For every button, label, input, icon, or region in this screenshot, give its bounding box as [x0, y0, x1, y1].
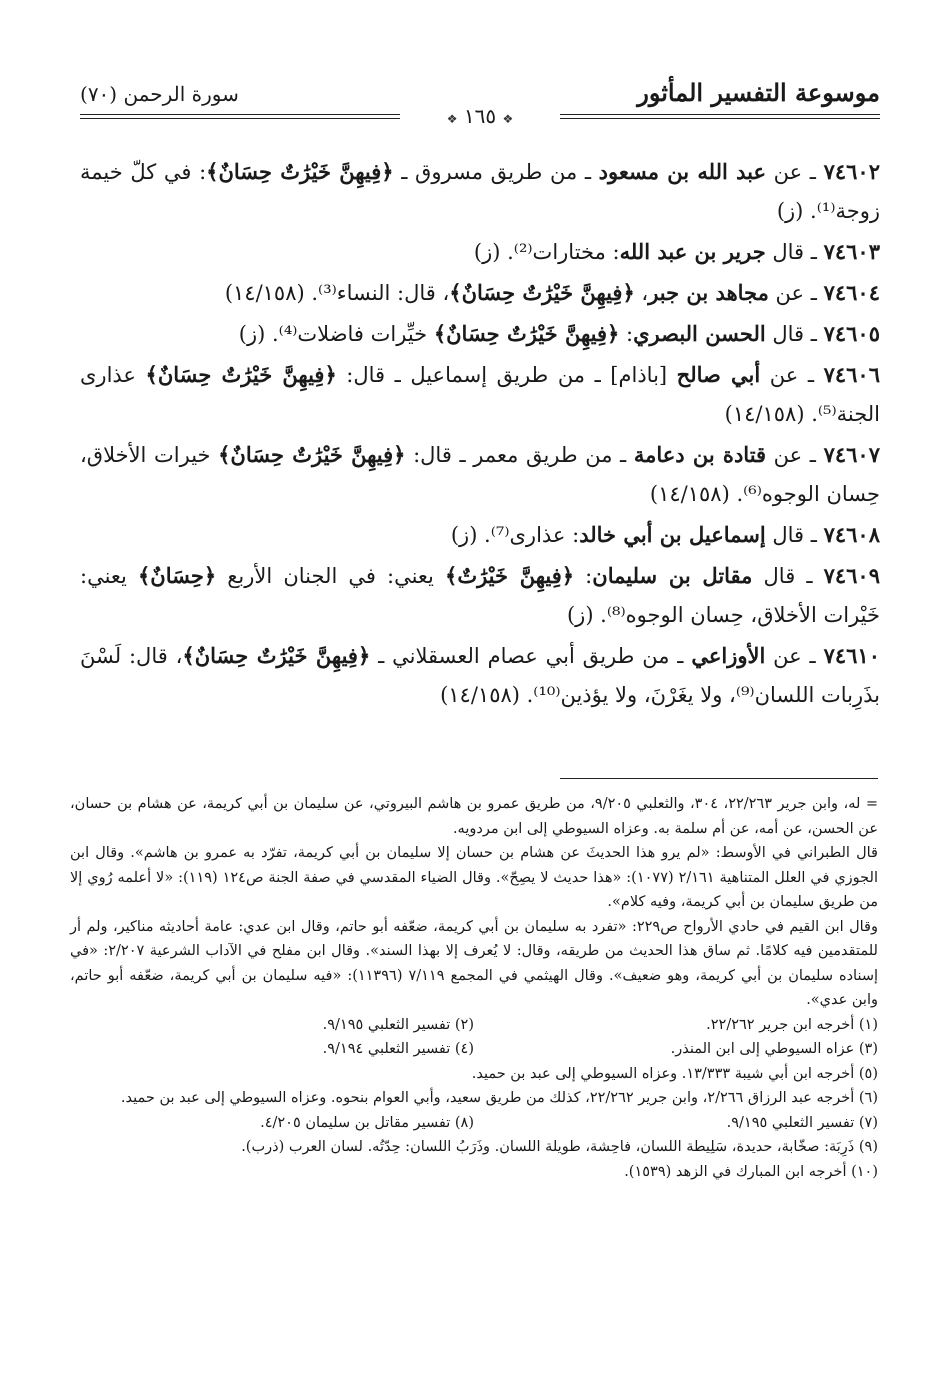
- footnote-separator: [560, 778, 878, 779]
- footnote: (٢) تفسير الثعلبي ٩/١٩٥.: [322, 1016, 474, 1033]
- main-text: [80, 152, 880, 716]
- ornament-icon: ❖: [446, 112, 458, 126]
- footnote: (٤) تفسير الثعلبي ٩/١٩٤.: [322, 1041, 474, 1057]
- footnote: (١) أخرجه ابن جرير ٢٢/٢٦٢.: [706, 1016, 878, 1033]
- narration-entry: ٧٤٦٠٩ ـ قال مقاتل بن سليمان: ﴿فِيهِنَّ خَيْرَٰتٌ﴾ يعني: في الجنان الأربع ﴿حِسَانٌ﴾ يعني: خَيْرات الأخلاق، حِسان الوجوه⁽⁸⁾. (ز): [80, 563, 880, 627]
- footnote: (٥) أخرجه ابن أبي شيبة ١٣/٣٣٣. وعزاه السيوطي إلى عبد بن حميد.: [471, 1065, 878, 1082]
- page-number-block: [400, 104, 560, 128]
- narration-entry: ٧٤٦٠٥ ـ قال الحسن البصري: ﴿فِيهِنَّ خَيْرَٰتٌ حِسَانٌ﴾ خيِّرات فاضلات⁽⁴⁾. (ز): [238, 321, 880, 346]
- footnote-continuation: وقال ابن القيم في حادي الأرواح ص٢٢٩: «تفرد به سليمان بن أبي كريمة، ضعّفه أبو حاتم، وقال ابن عدي: عامة أحاديثه مناكير، ولم أر للمتقدمين فيه كلامًا. ثم ساق هذا الحديث من طريقه، وقال: لا يُعرف إلا بهذا السند». وقال ابن مفلح في الآداب الشرعية ٢/٢٠٧: «في إسناده سليمان بن أبي كريمة، وهو ضعيف». وقال الهيثمي في المجمع ٧/١١٩ (١١٣٩٦): «فيه سليمان بن أبي كريمة، ضعّفه أبو حاتم، وابن عدي».: [70, 918, 878, 1008]
- footnote-row: [70, 1013, 878, 1038]
- footnote: (٧) تفسير الثعلبي ٩/١٩٥.: [726, 1114, 878, 1131]
- page-number: ١٦٥: [463, 104, 497, 128]
- footnote: (٦) أخرجه عبد الرزاق ٢/٢٦٦، وابن جرير ٢٢/٢٦٢، كذلك من طريق سعيد، وأبي العوام بنحوه. وعزاه السيوطي إلى عبد بن حميد.: [120, 1090, 878, 1106]
- footnote: (٨) تفسير مقاتل بن سليمان ٤/٢٠٥.: [260, 1114, 474, 1131]
- surah-title: سورة الرحمن (٧٠): [80, 82, 239, 106]
- narration-entry: ٧٤٦٠٢ ـ عن عبد الله بن مسعود ـ من طريق مسروق ـ ﴿فِيهِنَّ خَيْرَٰتٌ حِسَانٌ﴾: في كلّ خيمة زوجة⁽¹⁾. (ز): [80, 159, 880, 223]
- footnote: (٣) عزاه السيوطي إلى ابن المنذر.: [670, 1041, 878, 1057]
- footnote-continuation: قال الطبراني في الأوسط: «لم يرو هذا الحديثَ عن هشام بن حسان إلا سليمان بن أبي كريمة، تفرّد به عمرو بن هاشم». وقال ابن الجوزي في العلل المتناهية ٢/١٦١ (١٠٧٧): «هذا حديث لا يصِحّ». وقال الضياء المقدسي في صفة الجنة ص١٢٤ (١١٩): «لا أعلمه رُوي إلا من طريق سليمان بن أبي كريمة، وفيه كلام».: [70, 845, 878, 910]
- footnote: (١٠) أخرجه ابن المبارك في الزهد (١٥٣٩).: [624, 1163, 878, 1180]
- narration-entry: ٧٤٦٠٤ ـ عن مجاهد بن جبر، ﴿فِيهِنَّ خَيْرَٰتٌ حِسَانٌ﴾، قال: النساء⁽³⁾. (١٤/١٥٨): [224, 280, 880, 305]
- narration-entry: ٧٤٦٠٧ ـ عن قتادة بن دعامة ـ من طريق معمر ـ قال: ﴿فِيهِنَّ خَيْرَٰتٌ حِسَانٌ﴾ خيرات الأخلاق، حِسان الوجوه⁽⁶⁾. (١٤/١٥٨): [80, 442, 880, 506]
- footnote-row: [70, 1037, 878, 1062]
- narration-entry: ٧٤٦٠٣ ـ قال جرير بن عبد الله: مختارات⁽²⁾. (ز): [473, 239, 880, 264]
- footnote-continuation: = له، وابن جرير ٢٢/٢٦٣، ٣٠٤، والثعلبي ٩/٢٠٥، من طريق عمرو بن هاشم البيروتي، عن سليمان بن أبي كريمة، عن هشام بن حسان، عن الحسن، عن أمه، عن أم سلمة به. وعزاه السيوطي إلى ابن مردويه.: [70, 796, 878, 837]
- narration-entry: ٧٤٦٠٨ ـ قال إسماعيل بن أبي خالد: عذارى⁽⁷⁾. (ز): [450, 522, 880, 547]
- narration-entry: ٧٤٦١٠ ـ عن الأوزاعي ـ من طريق أبي عصام العسقلاني ـ ﴿فِيهِنَّ خَيْرَٰتٌ حِسَانٌ﴾، قال: لَسْنَ بذَرِبات اللسان⁽⁹⁾، ولا يغَرْنَ، ولا يؤذين⁽¹⁰⁾. (١٤/١٥٨): [80, 643, 880, 707]
- footnote-row: [70, 1111, 878, 1136]
- footnotes: [70, 792, 878, 1184]
- footnote: (٩) ذَرِبَة: صخّابة، حديدة، سَلِيطة اللسان، فاحِشة، طويلة اللسان. وذَرَبُ اللسان: حِدّتُه. لسان العرب (ذرب).: [241, 1139, 878, 1155]
- narration-entry: ٧٤٦٠٦ ـ عن أبي صالح [باذام] ـ من طريق إسماعيل ـ قال: ﴿فِيهِنَّ خَيْرَٰتٌ حِسَانٌ﴾ عذارى الجنة⁽⁵⁾. (١٤/١٥٨): [80, 362, 880, 426]
- book-title: موسوعة التفسير المأثور: [637, 78, 880, 107]
- ornament-icon: ❖: [502, 112, 514, 126]
